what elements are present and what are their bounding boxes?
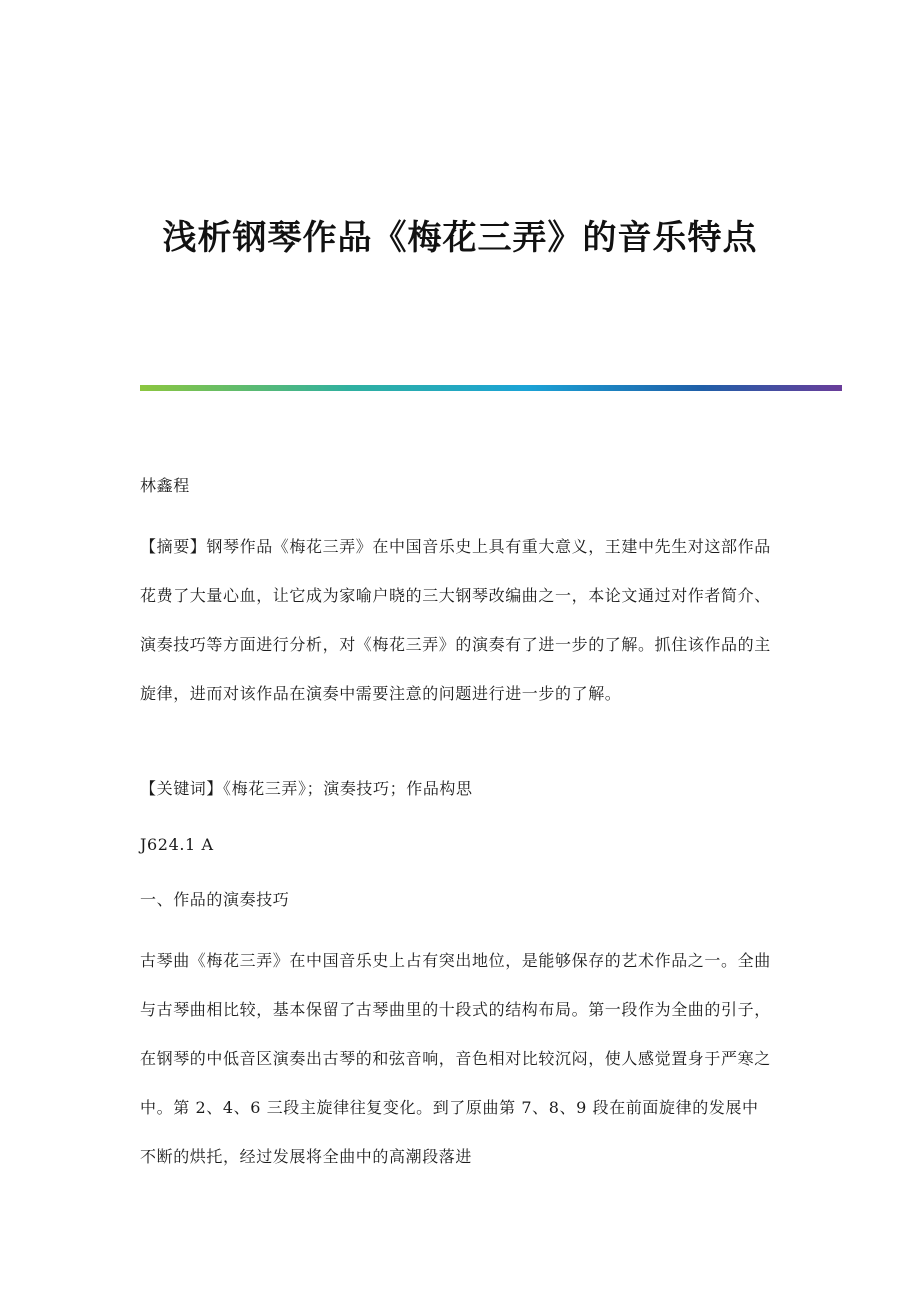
title-divider xyxy=(140,385,842,391)
paper-title: 浅析钢琴作品《梅花三弄》的音乐特点 xyxy=(162,218,758,258)
body-paragraph: 古琴曲《梅花三弄》在中国音乐史上占有突出地位，是能够保存的艺术作品之一。全曲与古琴曲相比较，基本保留了古琴曲里的十段式的结构布局。第一段作为全曲的引子，在钢琴的中低音区演奏出古琴的和弦音响，音色相对比较沉闷，使人感觉置身于严寒之中。第 2、4、6 三段主旋律往复变化。到了原曲第 7、8、9 段在前面旋律的发展中不断的烘托，经过发展将全曲中的高潮段落进 xyxy=(140,951,771,1166)
keywords-label: 【关键词】 xyxy=(140,779,224,798)
keywords xyxy=(140,776,772,799)
section-heading: 一、作品的演奏技巧 xyxy=(140,890,290,909)
abstract-label: 【摘要】 xyxy=(140,537,207,556)
classification-code: J624.1 A xyxy=(140,835,214,854)
keywords-text: 《梅花三弄》；演奏技巧；作品构思 xyxy=(223,779,473,798)
abstract-text: 钢琴作品《梅花三弄》在中国音乐史上具有重大意义，王建中先生对这部作品花费了大量心血，让它成为家喻户晓的三大钢琴改编曲之一，本论文通过对作者简介、演奏技巧等方面进行分析，对《梅花三弄》的演奏有了进一步的了解。抓住该作品的主旋律，进而对该作品在演奏中需要注意的问题进行进一步的了解。 xyxy=(140,537,771,703)
abstract xyxy=(140,522,772,718)
author-name: 林鑫程 xyxy=(140,476,190,495)
